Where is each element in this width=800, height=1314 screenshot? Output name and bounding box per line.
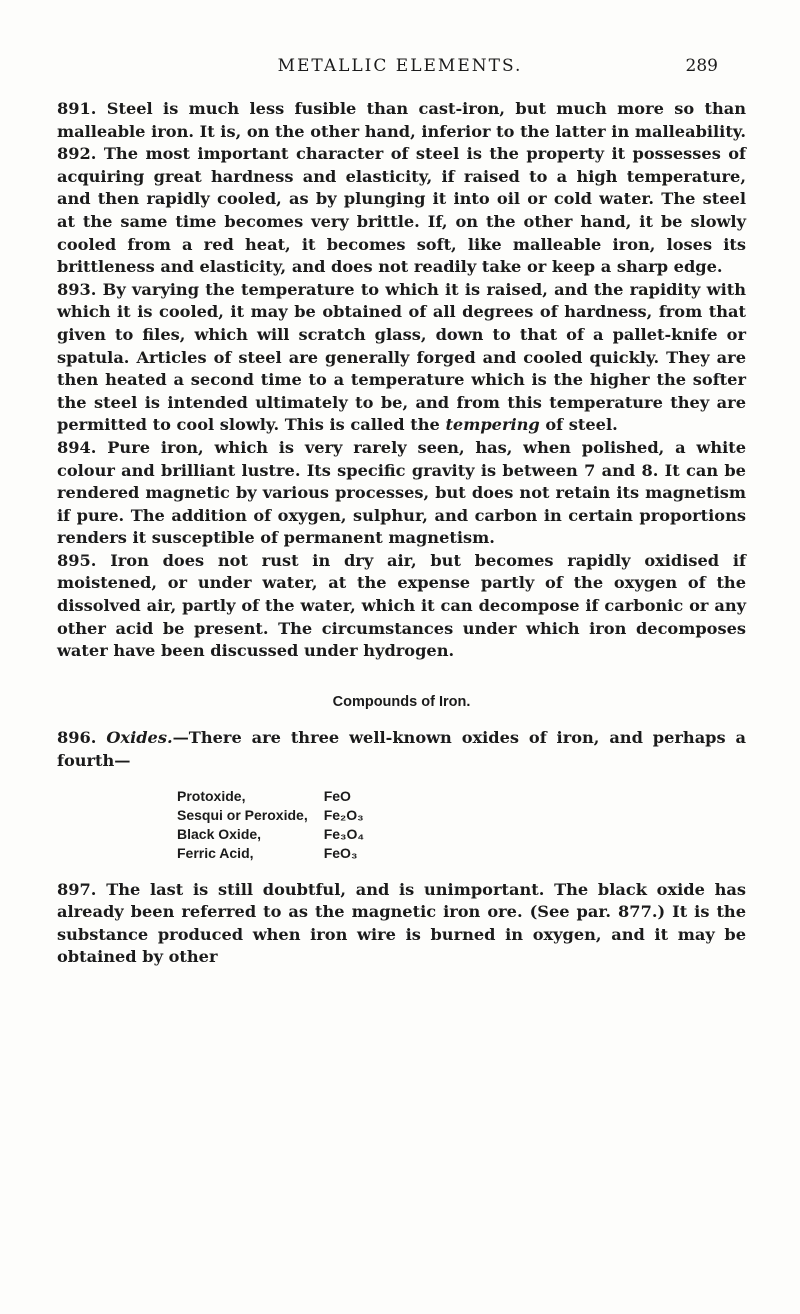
emphasized-term: tempering: [445, 415, 540, 435]
section-title: Compounds of Iron.: [332, 693, 471, 710]
table-row: [177, 844, 374, 863]
oxide-name: Black Oxide,: [177, 825, 262, 842]
running-head: [0, 56, 800, 84]
paragraph-number: 891.: [57, 99, 97, 118]
paragraph-895: [57, 550, 746, 663]
paragraph-number: 892.: [57, 144, 97, 164]
oxide-name: Ferric Acid,: [177, 844, 254, 861]
oxide-formula: FeO: [323, 787, 351, 804]
paragraph-894: [57, 437, 746, 550]
page-number: 289: [685, 56, 718, 76]
paragraph-number: 895.: [57, 550, 97, 570]
table-row: [177, 825, 374, 844]
paragraph-891: [57, 98, 746, 143]
oxide-formula: Fe₂O₃: [323, 806, 364, 823]
paragraph-text: —There are three well-known oxides of iron, and perhaps a fourth—: [57, 728, 746, 771]
oxide-formula: Fe₃O₄: [323, 825, 365, 842]
table-row: [177, 787, 374, 806]
paragraph-number: 896.: [57, 728, 97, 748]
paragraph-893: [57, 279, 746, 437]
paragraph-number: 894.: [57, 437, 97, 457]
oxides-table: [177, 787, 374, 863]
emphasized-term: Oxides.: [106, 728, 173, 748]
paragraph-number: 893.: [57, 279, 97, 299]
page-body: [57, 98, 746, 969]
paragraph-text: The most important character of steel is the property it possesses of acquiring great hardness and elasticity, if raised to a high temperature, and then rapidly cooled, as by plunging it into oil or cold water. The steel at the same time becomes very brittle. If, on the other hand, it be slowly cooled from a red heat, it becomes soft, like malleable iron, loses its brittleness and elasticity, and does not readily take or keep a sharp edge.: [57, 144, 747, 277]
oxide-formula: FeO₃: [323, 844, 358, 861]
paragraph-number: 897.: [57, 879, 97, 899]
table-row: [177, 806, 374, 825]
oxide-name: Sesqui or Peroxide,: [177, 806, 308, 823]
paragraph-text-end: of steel.: [539, 415, 618, 435]
paragraph-897: [57, 879, 746, 969]
paragraph-text: Iron does not rust in dry air, but becomes rapidly oxidised if moistened, or under water, at the expense partly of the oxygen of the dissolved air, partly of the water, which it can decompose if carbonic or any other acid be present. The circumstances under which iron decomposes water have been discussed under hydrogen.: [57, 550, 746, 661]
paragraph-text: Steel is much less fusible than cast-iron, but much more so than malleable iron. It is, on the other hand, inferior to the latter in malleability.: [57, 99, 747, 141]
paragraph-896: [57, 727, 746, 772]
paragraph-text: Pure iron, which is very rarely seen, has, when polished, a white colour and brilliant lustre. Its specific gravity is between 7 and 8. It can be rendered magnetic by various processes, but does not retain its magnetism if pure. The addition of oxygen, sulphur, and carbon in certain proportions renders it susceptible of permanent magnetism.: [57, 437, 747, 548]
running-title: METALLIC ELEMENTS.: [277, 56, 523, 76]
paragraph-text: By varying the temperature to which it is raised, and the rapidity with which it is cooled, it may be obtained of all degrees of hardness, from that given to files, which will scratch glass, down to that of a pallet-knife or spatula. Articles of steel are generally forged and cooled quickly. They are then heated a second time to a temperature which is the higher the softer the steel is intended ultimately to be, and from this temperature they are permitted to cool slowly. This is called the: [57, 279, 746, 435]
paragraph-892: [57, 143, 746, 279]
paragraph-text: The last is still doubtful, and is unimportant. The black oxide has already been referred to as the magnetic iron ore. (See par. 877.) It is the substance produced when iron wire is burned in oxygen, and it may be obtained by other: [57, 879, 746, 967]
oxide-name: Protoxide,: [177, 787, 246, 804]
